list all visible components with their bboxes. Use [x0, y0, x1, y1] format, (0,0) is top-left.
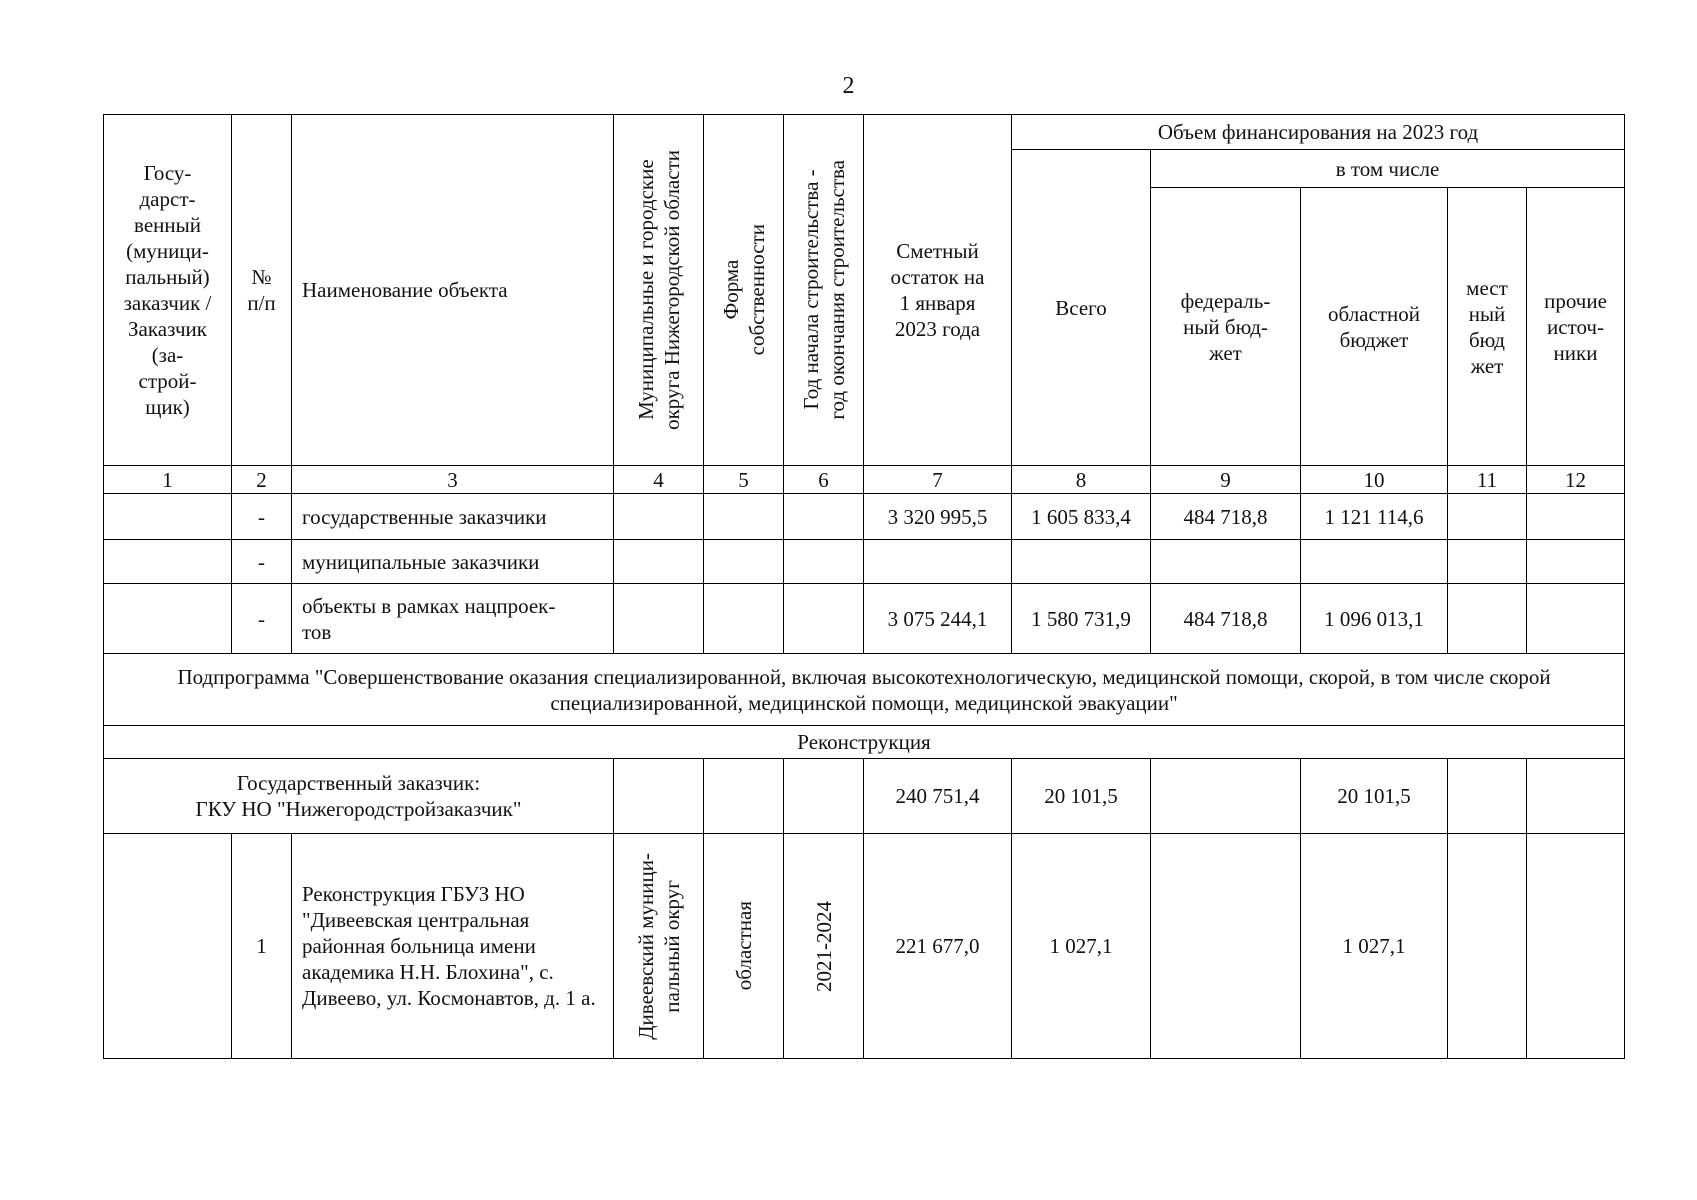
- header-number: № п/п: [232, 115, 292, 466]
- column-number: 1: [104, 466, 232, 494]
- object-row: [104, 834, 1625, 1059]
- summary-row-national-projects: [104, 584, 1625, 654]
- row-regional: 1 096 013,1: [1301, 584, 1448, 654]
- header-regional: областной бюджет: [1301, 188, 1448, 466]
- object-years: 2021-2024: [784, 834, 864, 1059]
- object-total: 1 027,1: [1012, 834, 1151, 1059]
- customer-remainder: 240 751,4: [864, 759, 1012, 834]
- row-number: -: [232, 584, 292, 654]
- column-number: 10: [1301, 466, 1448, 494]
- column-number: 12: [1527, 466, 1625, 494]
- object-remainder: 221 677,0: [864, 834, 1012, 1059]
- object-name: Реконструкция ГБУЗ НО "Дивеевская центральная районная больница имени академика Н.Н. Блохина", с. Дивеево, ул. Космонавтов, д. 1 а.: [292, 834, 614, 1059]
- row-regional: [1301, 540, 1448, 584]
- column-number: 4: [614, 466, 704, 494]
- object-regional: 1 027,1: [1301, 834, 1448, 1059]
- header-object-name: Наименование объекта: [292, 115, 614, 466]
- row-regional: 1 121 114,6: [1301, 494, 1448, 540]
- column-number: 9: [1151, 466, 1301, 494]
- row-remainder: 3 075 244,1: [864, 584, 1012, 654]
- row-total: 1 605 833,4: [1012, 494, 1151, 540]
- row-name: муниципальные заказчики: [292, 540, 614, 584]
- column-number: 6: [784, 466, 864, 494]
- row-remainder: 3 320 995,5: [864, 494, 1012, 540]
- column-number: 3: [292, 466, 614, 494]
- customer-row: [104, 759, 1625, 834]
- header-ownership: Форма собственности: [704, 115, 784, 466]
- summary-row-state: [104, 494, 1625, 540]
- object-district: Дивеевский муници- пальный округ: [614, 834, 704, 1059]
- customer-regional: 20 101,5: [1301, 759, 1448, 834]
- page-number: 2: [842, 73, 855, 99]
- summary-row-municipal: [104, 540, 1625, 584]
- header-funding-group: Объем финансирования на 2023 год: [1012, 115, 1625, 150]
- row-federal: 484 718,8: [1151, 494, 1301, 540]
- row-federal: 484 718,8: [1151, 584, 1301, 654]
- customer-label: Государственный заказчик: ГКУ НО "Нижегородстройзаказчик": [104, 759, 614, 834]
- column-number: 8: [1012, 466, 1151, 494]
- section-title: Реконструкция: [104, 726, 1625, 759]
- header-districts: Муниципальные и городские округа Нижегородской области: [614, 115, 704, 466]
- row-federal: [1151, 540, 1301, 584]
- header-customer: Госу- дарст- венный (муници- пальный) заказчик / Заказчик (за- строй- щик): [104, 115, 232, 466]
- header-including: в том числе: [1151, 150, 1625, 188]
- row-total: [1012, 540, 1151, 584]
- row-remainder: [864, 540, 1012, 584]
- row-number: -: [232, 540, 292, 584]
- object-number: 1: [232, 834, 292, 1059]
- object-ownership: областная: [704, 834, 784, 1059]
- subprogram-row: [104, 654, 1625, 726]
- column-number: 7: [864, 466, 1012, 494]
- customer-total: 20 101,5: [1012, 759, 1151, 834]
- column-numbers-row: [104, 466, 1625, 494]
- row-number: -: [232, 494, 292, 540]
- column-number: 5: [704, 466, 784, 494]
- row-name: государственные заказчики: [292, 494, 614, 540]
- header-years: Год начала строительства - год окончания строительства: [784, 115, 864, 466]
- header-other: прочие источ- ники: [1527, 188, 1625, 466]
- column-number: 2: [232, 466, 292, 494]
- header-local: мест ный бюд жет: [1448, 188, 1527, 466]
- section-row: [104, 726, 1625, 759]
- row-name: объекты в рамках нацпроек- тов: [292, 584, 614, 654]
- subprogram-title: Подпрограмма "Совершенствование оказания специализированной, включая высокотехнологическую, медицинской помощи, скорой, в том числе скорой специализированной, медицинской помощи, медицинской эвакуации": [104, 654, 1625, 726]
- header-federal: федераль- ный бюд- жет: [1151, 188, 1301, 466]
- header-total: Всего: [1012, 150, 1151, 466]
- column-number: 11: [1448, 466, 1527, 494]
- row-total: 1 580 731,9: [1012, 584, 1151, 654]
- header-remainder: Сметный остаток на 1 января 2023 года: [864, 115, 1012, 466]
- financing-table: [103, 114, 1625, 1059]
